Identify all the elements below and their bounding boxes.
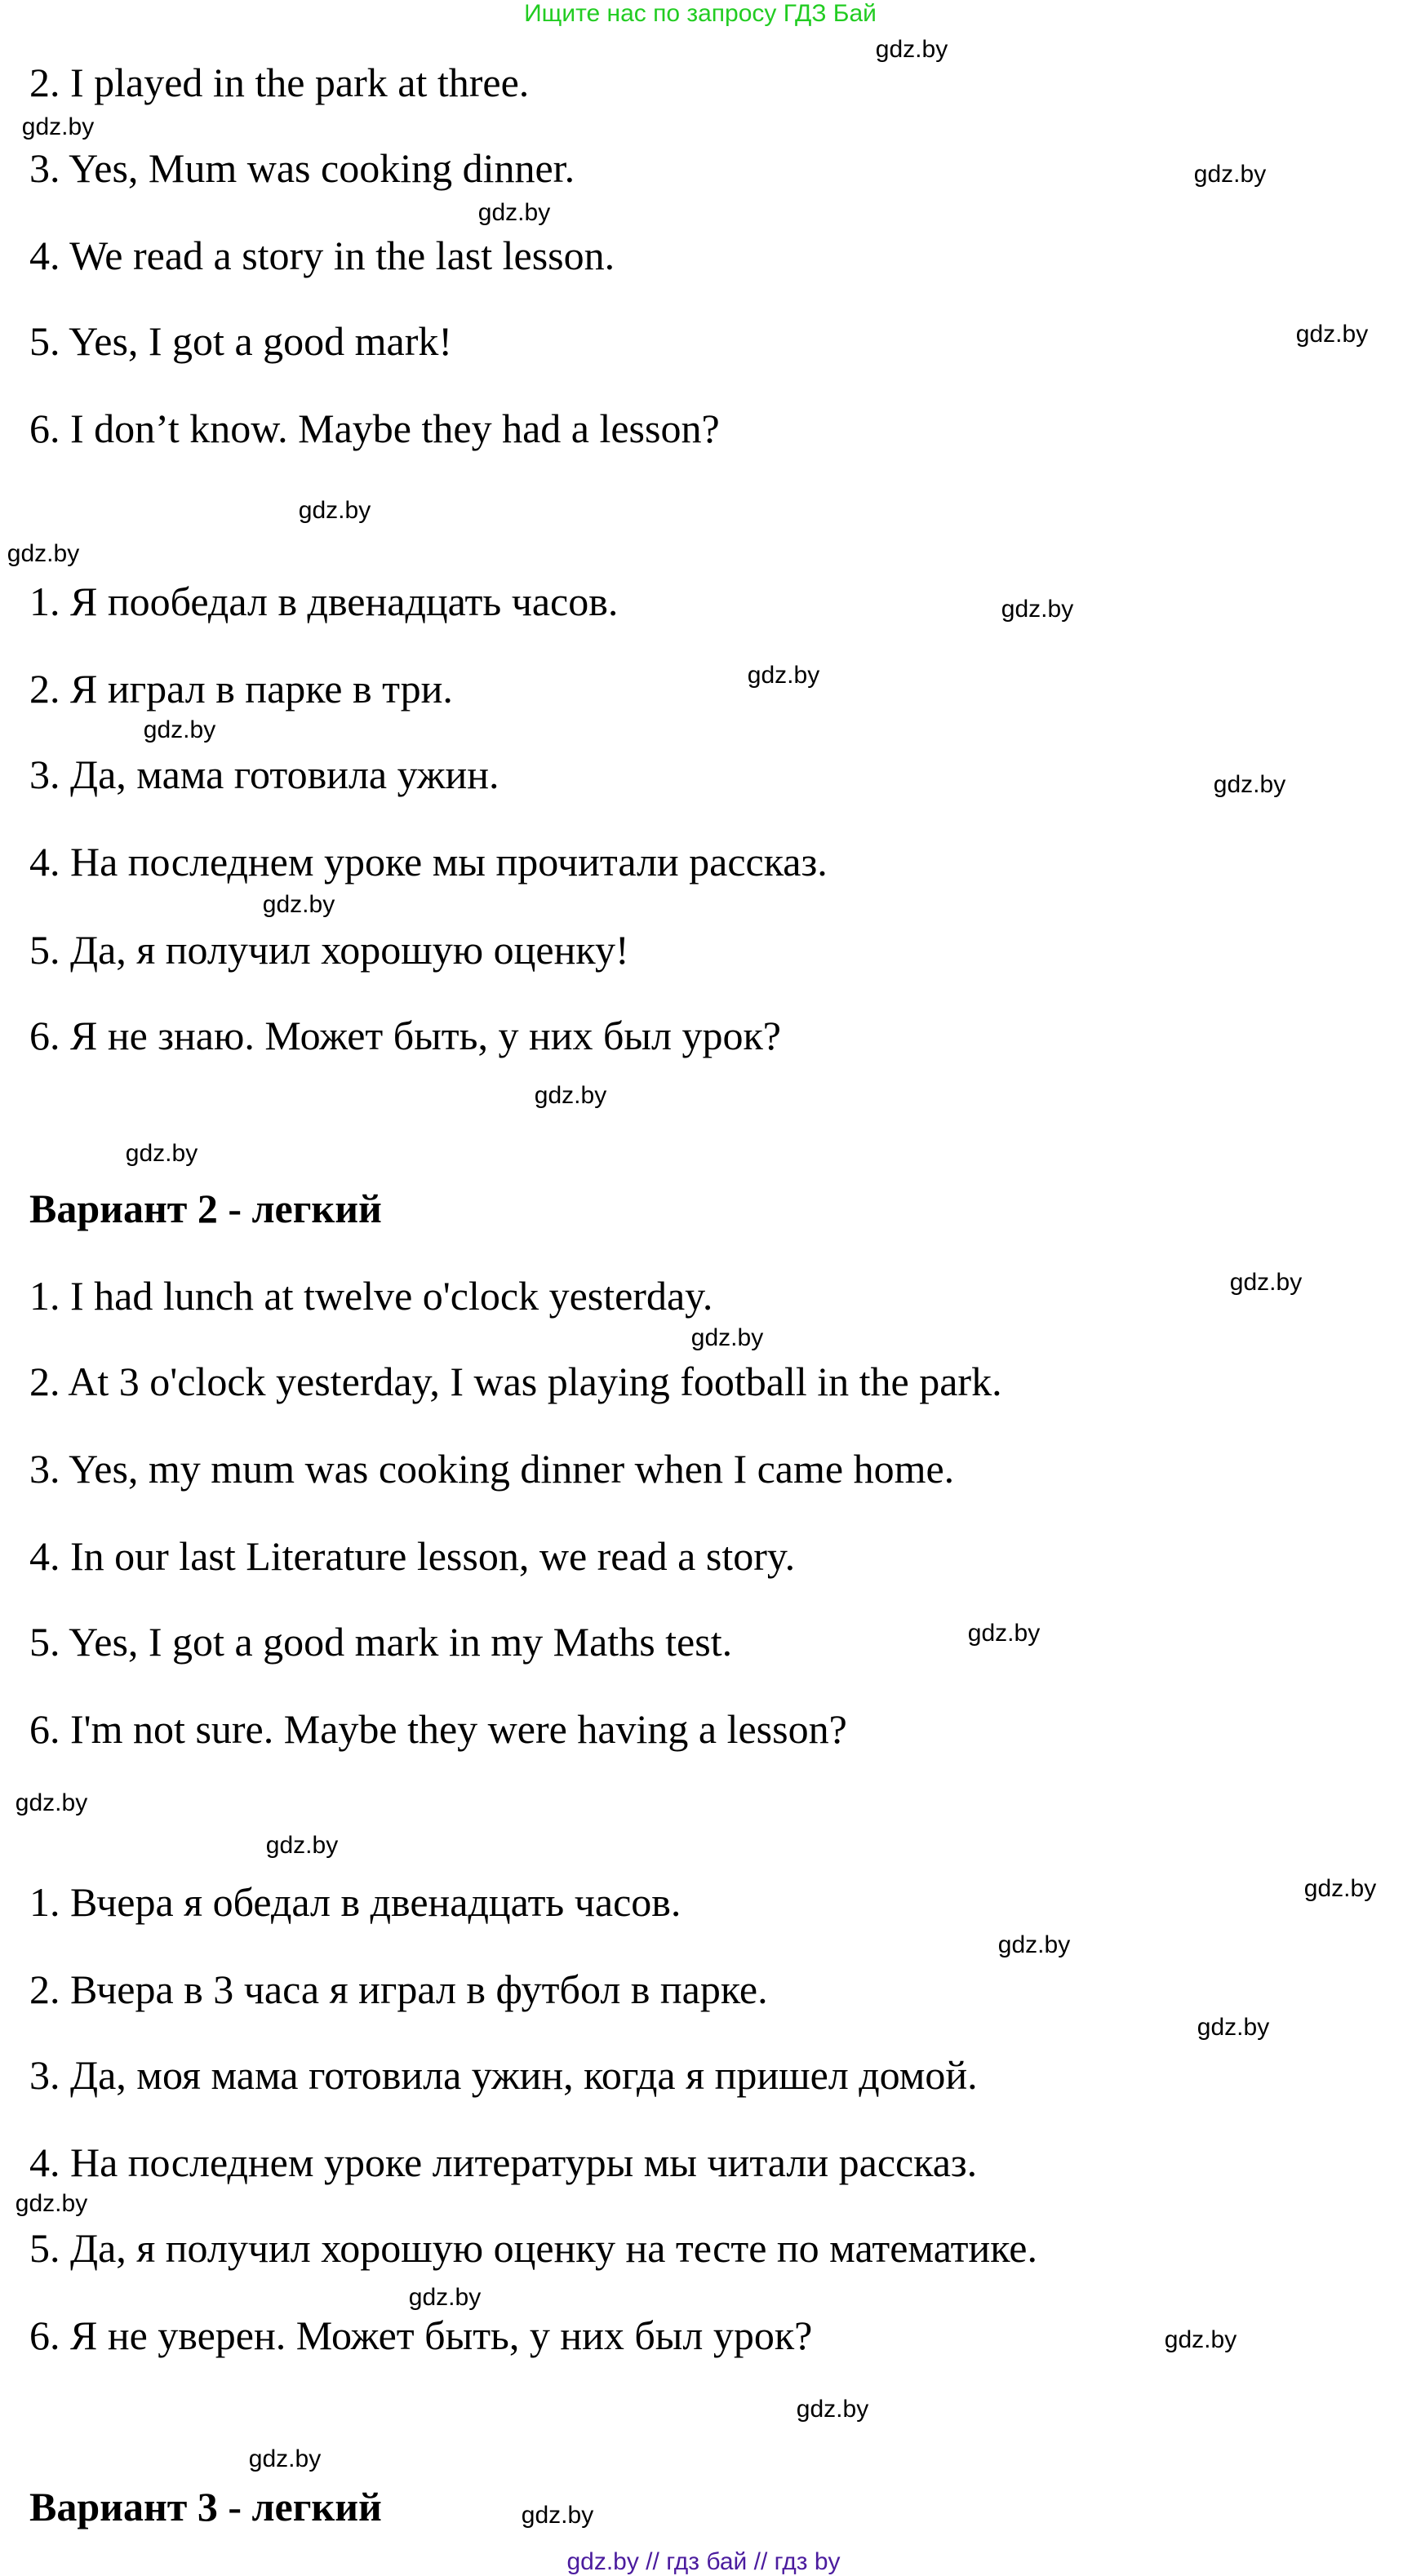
watermark: gdz.by	[967, 1620, 1041, 1647]
answer-line: 2. Я играл в парке в три.	[29, 666, 453, 712]
answer-line: 1. I had lunch at twelve o'clock yesterday.	[29, 1273, 713, 1319]
answer-line: 5. Yes, I got a good mark in my Maths test.	[29, 1619, 733, 1665]
answer-line: 3. Да, мама готовила ужин.	[29, 752, 499, 797]
watermark: gdz.by	[265, 1832, 339, 1859]
answer-line: 2. I played in the park at three.	[29, 60, 530, 105]
answer-line: 5. Да, я получил хорошую оценку!	[29, 927, 629, 973]
answer-line: 1. Я пообедал в двенадцать часов.	[29, 579, 619, 624]
watermark: gdz.by	[1295, 321, 1369, 348]
answer-line: 4. We read a story in the last lesson.	[29, 233, 615, 278]
watermark: gdz.by	[262, 891, 335, 918]
watermark: gdz.by	[690, 1324, 764, 1351]
answer-line: 6. Я не знаю. Может быть, у них был урок?	[29, 1013, 781, 1058]
promo-banner: Ищите нас по запросу ГДЗ Бай	[524, 0, 877, 27]
watermark: gdz.by	[747, 662, 820, 689]
answer-line: 6. I don’t know. Maybe they had a lesson?	[29, 406, 720, 451]
watermark: gdz.by	[1229, 1269, 1303, 1296]
answer-line: 3. Yes, Mum was cooking dinner.	[29, 145, 575, 191]
watermark: gdz.by	[521, 2502, 594, 2529]
answer-line: 2. Вчера в 3 часа я играл в футбол в парке.	[29, 1966, 768, 2012]
watermark: gdz.by	[1001, 596, 1074, 623]
answer-line: 6. Я не уверен. Может быть, у них был урок?	[29, 2312, 813, 2358]
section-heading: Вариант 3 - легкий	[29, 2484, 382, 2529]
answer-line: 4. На последнем уроке мы прочитали рассказ.	[29, 839, 828, 885]
watermark: gdz.by	[1303, 1875, 1377, 1902]
answer-line: 1. Вчера я обедал в двенадцать часов.	[29, 1879, 682, 1925]
answer-line: 3. Yes, my mum was cooking dinner when I came home.	[29, 1446, 955, 1492]
watermark: gdz.by	[997, 1931, 1071, 1958]
watermark: gdz.by	[796, 2396, 869, 2423]
answer-line: 4. На последнем уроке литературы мы читали рассказ.	[29, 2139, 978, 2185]
answer-line: 6. I'm not sure. Maybe they were having a lesson?	[29, 1706, 847, 1752]
answer-line: 3. Да, моя мама готовила ужин, когда я пришел домой.	[29, 2052, 978, 2098]
answer-line: 5. Да, я получил хорошую оценку на тесте по математике.	[29, 2225, 1037, 2271]
watermark: gdz.by	[1197, 2014, 1270, 2041]
watermark: gdz.by	[7, 540, 80, 567]
answer-line: 4. In our last Literature lesson, we read a story.	[29, 1533, 796, 1579]
watermark: gdz.by	[125, 1140, 198, 1167]
watermark: gdz.by	[477, 199, 551, 226]
watermark: gdz.by	[1164, 2326, 1237, 2353]
watermark: gdz.by	[408, 2284, 482, 2311]
watermark: gdz.by	[1193, 161, 1267, 188]
watermark: gdz.by	[298, 497, 371, 524]
watermark: gdz.by	[15, 2190, 88, 2217]
footer-links[interactable]: gdz.by // гдз бай // гдз by	[566, 2548, 841, 2575]
watermark: gdz.by	[534, 1082, 607, 1109]
watermark: gdz.by	[143, 716, 216, 743]
answer-line: 2. At 3 o'clock yesterday, I was playing football in the park.	[29, 1359, 1002, 1404]
watermark: gdz.by	[15, 1789, 88, 1816]
watermark: gdz.by	[21, 113, 95, 140]
watermark: gdz.by	[248, 2445, 322, 2472]
answer-line: 5. Yes, I got a good mark!	[29, 318, 453, 364]
watermark: gdz.by	[875, 36, 948, 63]
section-heading: Вариант 2 - легкий	[29, 1186, 382, 1231]
watermark: gdz.by	[1213, 771, 1286, 798]
